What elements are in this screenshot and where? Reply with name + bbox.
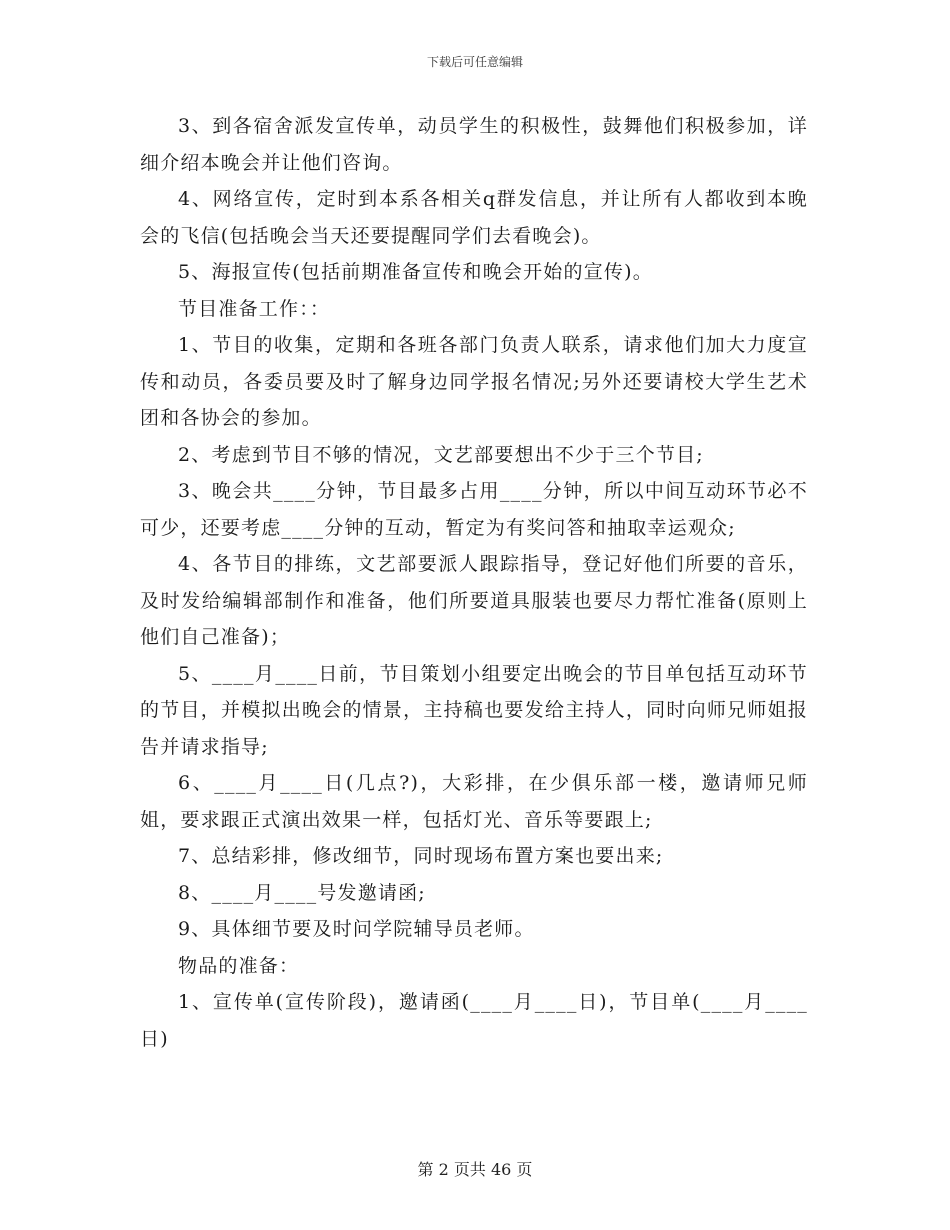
section-heading: 节目准备工作：： <box>178 297 331 320</box>
section-heading: 物品的准备： <box>178 954 300 977</box>
paragraph: 5、____月____日前，节目策划小组要定出晚会的节目单包括互动环节的节目，并模拟出晚会的情景，主持稿也要发给主持人，同时向师兄师姐报告并请求指导; <box>140 662 808 758</box>
paragraph: 1、节目的收集，定期和各班各部门负责人联系，请求他们加大力度宣传和动员，各委员要及时了解身边同学报名情况;另外还要请校大学生艺术团和各协会的参加。 <box>140 334 808 429</box>
paragraph: 7、总结彩排，修改细节，同时现场布置方案也要出来; <box>178 845 664 867</box>
paragraph: 5、海报宣传(包括前期准备宣传和晚会开始的宣传)。 <box>178 261 653 283</box>
paragraph: 2、考虑到节目不够的情况，文艺部要想出不少于三个节目; <box>178 443 704 466</box>
paragraph: 3、晚会共____分钟，节目最多占用____分钟，所以中间互动环节必不可少，还要考虑____分钟的互动，暂定为有奖问答和抽取幸运观众; <box>140 480 808 539</box>
paragraph: 6、____月____日(几点?)，大彩排，在少俱乐部一楼，邀请师兄师姐，要求跟正式演出效果一样，包括灯光、音乐等要跟上; <box>140 772 808 831</box>
paragraph: 8、____月____号发邀请函; <box>178 881 426 904</box>
paragraph: 1、宣传单(宣传阶段)，邀请函(____月____日)，节目单(____月____日) <box>140 991 808 1050</box>
paragraph: 4、网络宣传，定时到本系各相关q群发信息，并让所有人都收到本晚会的飞信(包括晚会当天还要提醒同学们去看晚会)。 <box>140 188 808 247</box>
document-body <box>140 108 808 1057</box>
page-header: 下载后可任意编辑 <box>426 55 523 69</box>
paragraph: 3、到各宿舍派发宣传单，动员学生的积极性，鼓舞他们积极参加，详细介绍本晚会并让他们咨询。 <box>140 115 808 174</box>
page-footer: 第 2 页共 46 页 <box>417 1160 533 1179</box>
paragraph: 4、各节目的排练，文艺部要派人跟踪指导，登记好他们所要的音乐，及时发给编辑部制作和准备，他们所要道具服装也要尽力帮忙准备(原则上他们自己准备)； <box>140 553 808 648</box>
paragraph: 9、具体细节要及时问学院辅导员老师。 <box>178 918 535 940</box>
